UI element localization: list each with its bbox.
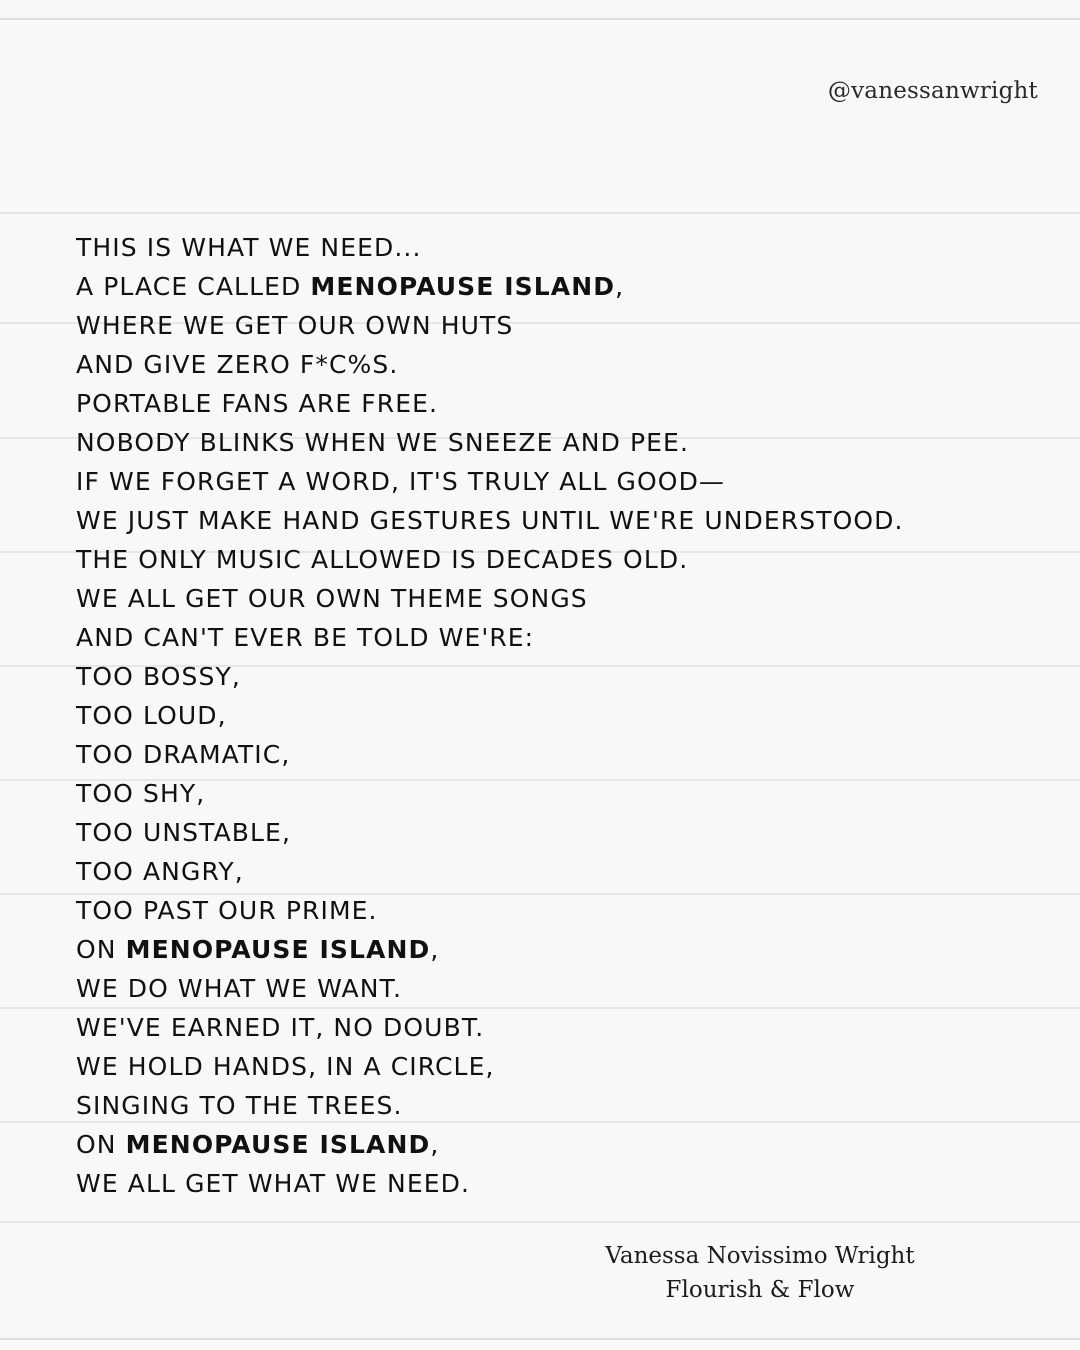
publication-name: Flourish & Flow [665,1277,855,1303]
ruled-line [0,1338,1080,1340]
poem-line [76,579,1036,618]
poem-line-text: ON [76,1130,126,1159]
poem-line [76,384,1036,423]
poem-line-text: A PLACE CALLED [76,272,311,301]
poem-line-text: WE'VE EARNED IT, NO DOUBT. [76,1013,485,1042]
poem-line-text: THIS IS WHAT WE NEED... [76,233,422,262]
poem-line [76,1008,1036,1047]
poem-line [76,696,1036,735]
poem-line-text: IF WE FORGET A WORD, IT'S TRULY ALL GOOD— [76,467,726,496]
poem-line [76,501,1036,540]
poem-line-punctuation: , [430,1130,440,1159]
author-name: Vanessa Novissimo Wright [605,1243,915,1269]
ruled-line [0,212,1080,214]
poem-line-text: WHERE WE GET OUR OWN HUTS [76,311,514,340]
poem-line [76,540,1036,579]
signature-block [560,1239,960,1307]
social-handle: @vanessanwright [827,78,1038,104]
poem-line-punctuation: , [615,272,625,301]
poem-line [76,930,1036,969]
poem-line-text: PORTABLE FANS ARE FREE. [76,389,439,418]
poem-line [76,1125,1036,1164]
poem-line [76,735,1036,774]
poem-line [76,969,1036,1008]
poem-line [76,1164,1036,1203]
poem-line-text: ON [76,935,126,964]
poem-line-text: TOO UNSTABLE, [76,818,291,847]
poem-line [76,423,1036,462]
poem-line [76,657,1036,696]
poem-line-text: TOO LOUD, [76,701,227,730]
poem-line-text: AND GIVE ZERO F*C%S. [76,350,399,379]
poem-line-text: SINGING TO THE TREES. [76,1091,403,1120]
poem-line [76,462,1036,501]
poem-line [76,228,1036,267]
poem-line-emphasis: MENOPAUSE ISLAND [125,1130,431,1159]
poem-body [76,228,1036,1203]
poem-line-text: AND CAN'T EVER BE TOLD WE'RE: [76,623,535,652]
poem-line-text: WE JUST MAKE HAND GESTURES UNTIL WE'RE UNDERSTOOD. [76,506,904,535]
poem-line-text: TOO ANGRY, [76,857,244,886]
poem-line [76,618,1036,657]
poem-line-text: WE DO WHAT WE WANT. [76,974,403,1003]
poem-line-text: TOO DRAMATIC, [76,740,291,769]
poem-line [76,306,1036,345]
poem-line [76,891,1036,930]
ruled-line [0,1221,1080,1223]
poem-line-text: WE ALL GET WHAT WE NEED. [76,1169,471,1198]
poem-line-text: THE ONLY MUSIC ALLOWED IS DECADES OLD. [76,545,689,574]
poem-line-text: NOBODY BLINKS WHEN WE SNEEZE AND PEE. [76,428,690,457]
poem-line [76,774,1036,813]
poem-line-text: TOO SHY, [76,779,206,808]
poem-line-text: WE HOLD HANDS, IN A CIRCLE, [76,1052,495,1081]
ruled-line [0,18,1080,20]
poem-line-emphasis: MENOPAUSE ISLAND [125,935,431,964]
poem-line-text: TOO BOSSY, [76,662,241,691]
poem-line [76,267,1036,306]
poem-line-text: TOO PAST OUR PRIME. [76,896,378,925]
poem-line-text: WE ALL GET OUR OWN THEME SONGS [76,584,588,613]
poem-line [76,852,1036,891]
poem-line [76,813,1036,852]
poem-line [76,1047,1036,1086]
poem-line [76,345,1036,384]
poem-line-punctuation: , [430,935,440,964]
poem-line-emphasis: MENOPAUSE ISLAND [310,272,616,301]
poem-line [76,1086,1036,1125]
